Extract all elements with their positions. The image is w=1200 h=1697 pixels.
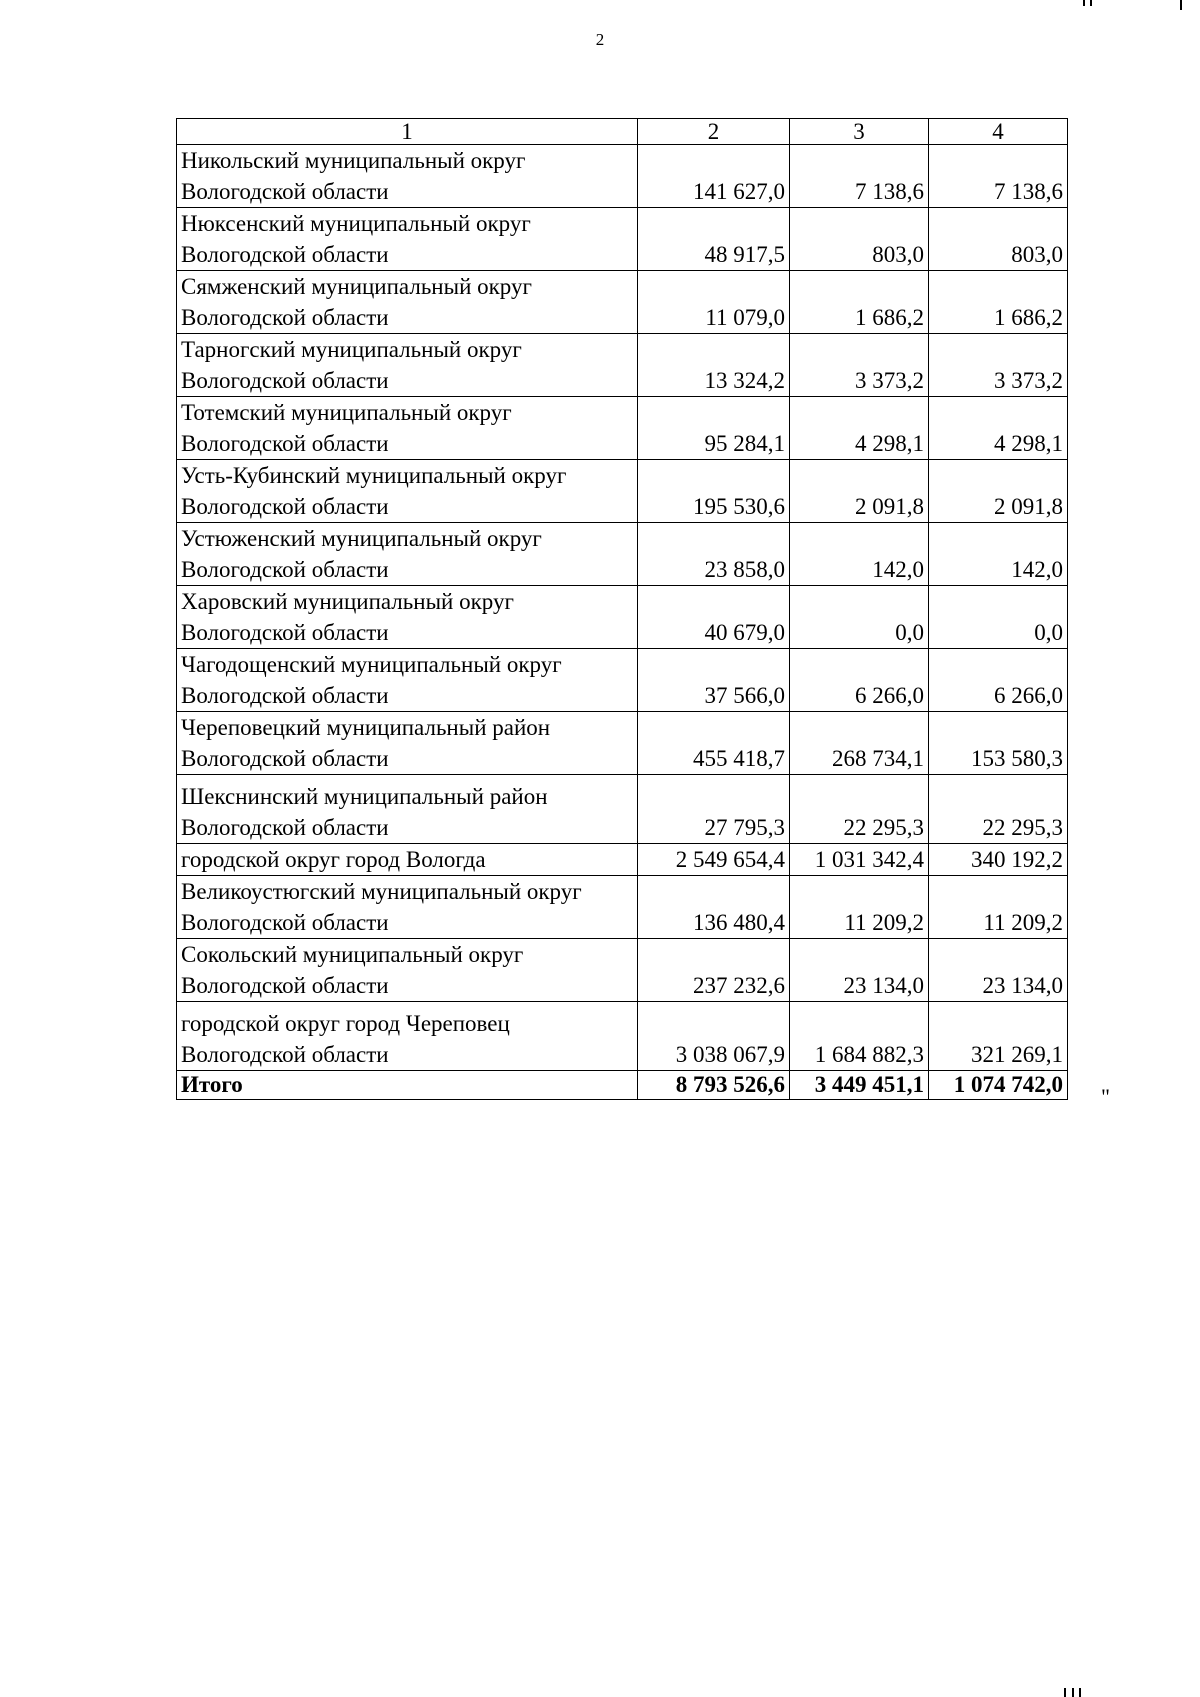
value-cell-col4: 2 091,8 bbox=[929, 460, 1068, 523]
scan-edge-mark bbox=[1090, 0, 1092, 6]
value-cell-col4: 321 269,1 bbox=[929, 1002, 1068, 1071]
value-cell-col4: 22 295,3 bbox=[929, 775, 1068, 844]
municipality-name-cell: Череповецкий муниципальный район Вологодской области bbox=[177, 712, 638, 775]
table-row bbox=[177, 586, 1068, 649]
value-cell-col4: 23 134,0 bbox=[929, 939, 1068, 1002]
value-cell-col2: 40 679,0 bbox=[638, 586, 790, 649]
value-cell-col3: 803,0 bbox=[790, 208, 929, 271]
table-row bbox=[177, 876, 1068, 939]
value-cell-col2: 27 795,3 bbox=[638, 775, 790, 844]
municipality-name-cell: Тотемский муниципальный округ Вологодской области bbox=[177, 397, 638, 460]
table-row bbox=[177, 712, 1068, 775]
scan-edge-mark bbox=[1072, 1688, 1074, 1697]
municipality-name-cell: городской округ город Вологда bbox=[177, 844, 638, 876]
table-row bbox=[177, 460, 1068, 523]
table-row bbox=[177, 208, 1068, 271]
municipality-name-cell: Тарногский муниципальный округ Вологодской области bbox=[177, 334, 638, 397]
value-cell-col4: 0,0 bbox=[929, 586, 1068, 649]
value-cell-col3: 142,0 bbox=[790, 523, 929, 586]
value-cell-col4: 340 192,2 bbox=[929, 844, 1068, 876]
municipality-name-cell: Великоустюгский муниципальный округ Вологодской области bbox=[177, 876, 638, 939]
scan-edge-mark bbox=[1083, 0, 1085, 6]
column-header-3: 3 bbox=[790, 119, 929, 145]
table-row bbox=[177, 397, 1068, 460]
value-cell-col4: 4 298,1 bbox=[929, 397, 1068, 460]
municipality-name-cell: Усть-Кубинский муниципальный округ Вологодской области bbox=[177, 460, 638, 523]
value-cell-col2: 37 566,0 bbox=[638, 649, 790, 712]
municipality-name-cell: Устюженский муниципальный округ Вологодской области bbox=[177, 523, 638, 586]
budget-table bbox=[176, 118, 1068, 1100]
value-cell-col4: 6 266,0 bbox=[929, 649, 1068, 712]
value-cell-col2: 48 917,5 bbox=[638, 208, 790, 271]
value-cell-col2: 195 530,6 bbox=[638, 460, 790, 523]
table-row bbox=[177, 271, 1068, 334]
value-cell-col4: 142,0 bbox=[929, 523, 1068, 586]
value-cell-col2: 141 627,0 bbox=[638, 145, 790, 208]
municipality-name-cell: Сямженский муниципальный округ Вологодской области bbox=[177, 271, 638, 334]
value-cell-col2: 136 480,4 bbox=[638, 876, 790, 939]
table-header-row bbox=[177, 119, 1068, 145]
municipality-name-cell: Никольский муниципальный округ Вологодской области bbox=[177, 145, 638, 208]
value-cell-col4: 1 686,2 bbox=[929, 271, 1068, 334]
column-header-4: 4 bbox=[929, 119, 1068, 145]
total-value-col4: 1 074 742,0 bbox=[929, 1071, 1068, 1100]
municipality-name-cell: Сокольский муниципальный округ Вологодской области bbox=[177, 939, 638, 1002]
value-cell-col3: 2 091,8 bbox=[790, 460, 929, 523]
total-label: Итого bbox=[177, 1071, 638, 1100]
closing-quote-mark: " bbox=[1101, 1084, 1110, 1109]
table-row bbox=[177, 334, 1068, 397]
value-cell-col4: 3 373,2 bbox=[929, 334, 1068, 397]
page-number: 2 bbox=[595, 30, 605, 49]
table-row bbox=[177, 775, 1068, 844]
table-row bbox=[177, 939, 1068, 1002]
value-cell-col2: 11 079,0 bbox=[638, 271, 790, 334]
value-cell-col3: 1 031 342,4 bbox=[790, 844, 929, 876]
table-row bbox=[177, 523, 1068, 586]
value-cell-col3: 1 684 882,3 bbox=[790, 1002, 929, 1071]
value-cell-col3: 22 295,3 bbox=[790, 775, 929, 844]
table-body bbox=[177, 145, 1068, 1100]
value-cell-col2: 23 858,0 bbox=[638, 523, 790, 586]
municipality-name-cell: городской округ город Череповец Вологодской области bbox=[177, 1002, 638, 1071]
scan-edge-mark bbox=[1064, 1688, 1066, 1697]
value-cell-col3: 6 266,0 bbox=[790, 649, 929, 712]
scan-edge-mark bbox=[1079, 1688, 1081, 1697]
value-cell-col3: 11 209,2 bbox=[790, 876, 929, 939]
table-row bbox=[177, 1002, 1068, 1071]
value-cell-col3: 7 138,6 bbox=[790, 145, 929, 208]
total-row bbox=[177, 1071, 1068, 1100]
value-cell-col2: 3 038 067,9 bbox=[638, 1002, 790, 1071]
value-cell-col3: 268 734,1 bbox=[790, 712, 929, 775]
value-cell-col3: 0,0 bbox=[790, 586, 929, 649]
value-cell-col2: 13 324,2 bbox=[638, 334, 790, 397]
value-cell-col2: 2 549 654,4 bbox=[638, 844, 790, 876]
value-cell-col3: 3 373,2 bbox=[790, 334, 929, 397]
value-cell-col2: 237 232,6 bbox=[638, 939, 790, 1002]
municipality-name-cell: Шекснинский муниципальный район Вологодской области bbox=[177, 775, 638, 844]
scan-edge-mark bbox=[1180, 0, 1182, 10]
table-row bbox=[177, 649, 1068, 712]
value-cell-col2: 95 284,1 bbox=[638, 397, 790, 460]
value-cell-col4: 803,0 bbox=[929, 208, 1068, 271]
column-header-1: 1 bbox=[177, 119, 638, 145]
value-cell-col4: 11 209,2 bbox=[929, 876, 1068, 939]
column-header-2: 2 bbox=[638, 119, 790, 145]
total-value-col3: 3 449 451,1 bbox=[790, 1071, 929, 1100]
table-row bbox=[177, 844, 1068, 876]
value-cell-col4: 7 138,6 bbox=[929, 145, 1068, 208]
total-value-col2: 8 793 526,6 bbox=[638, 1071, 790, 1100]
value-cell-col3: 4 298,1 bbox=[790, 397, 929, 460]
value-cell-col3: 23 134,0 bbox=[790, 939, 929, 1002]
municipality-name-cell: Чагодощенский муниципальный округ Вологодской области bbox=[177, 649, 638, 712]
value-cell-col3: 1 686,2 bbox=[790, 271, 929, 334]
value-cell-col4: 153 580,3 bbox=[929, 712, 1068, 775]
municipality-name-cell: Харовский муниципальный округ Вологодской области bbox=[177, 586, 638, 649]
table-row bbox=[177, 145, 1068, 208]
municipality-name-cell: Нюксенский муниципальный округ Вологодской области bbox=[177, 208, 638, 271]
value-cell-col2: 455 418,7 bbox=[638, 712, 790, 775]
